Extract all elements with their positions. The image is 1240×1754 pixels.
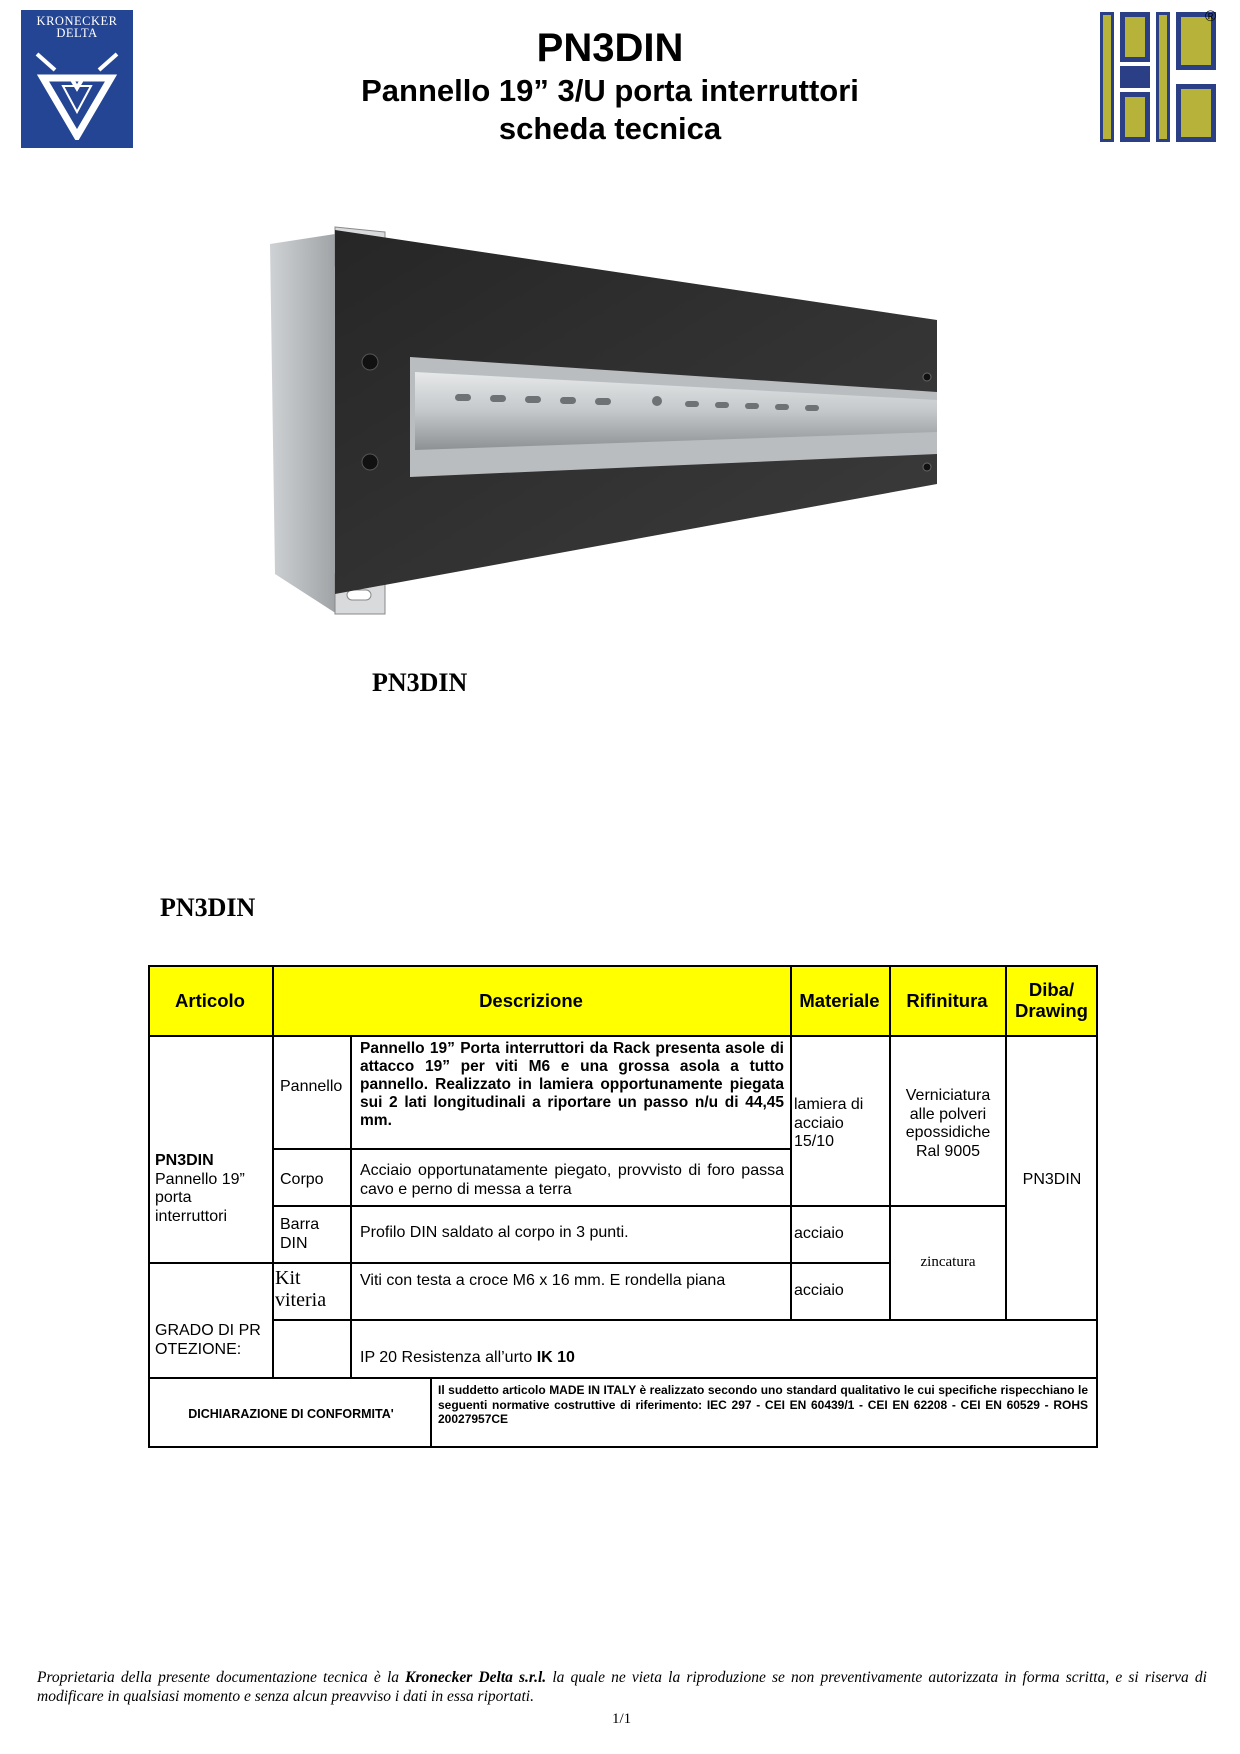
header-diba-line2: Drawing	[1015, 1000, 1088, 1021]
header-diba-drawing	[1005, 965, 1098, 1035]
description-kit-viteria: Viti con testa a croce M6 x 16 mm. E rondella piana	[360, 1272, 726, 1289]
protection-label: GRADO DI PROTEZIONE:	[155, 1322, 261, 1358]
col-rule-conformita	[430, 1377, 432, 1447]
rule-rifinitura	[889, 1205, 1005, 1207]
description-pannello: Pannello 19” Porta interruttori da Rack presenta asole di attacco 19” per viti M6 e una grossa asola a tutto pannello. Realizzato in lamiera opportunamente piegata sui 2 lati longitudinali a riportare un passo n/u di 44,45 mm.	[360, 1040, 784, 1129]
col-rule-label	[350, 1035, 352, 1377]
col-rule-articolo	[272, 965, 274, 1377]
rule-barra-kit	[148, 1262, 790, 1264]
header-materiale: Materiale	[790, 965, 889, 1035]
table-border-top	[148, 965, 1098, 967]
conformity-text: Il suddetto articolo MADE IN ITALY è realizzato secondo uno standard qualitativo le cui specifiche rispecchiano le seguenti normative costruttive di riferimento: IEC 297 - CEI EN 60439/1 - CEI EN 62208 - CEI EN 60529 - ROHS 20027957CE	[438, 1383, 1088, 1426]
page-number: 1/1	[612, 1711, 632, 1727]
finish-verniciatura: Verniciatura alle polveri epossidiche Ral 9005	[905, 1087, 991, 1160]
article-name	[155, 1152, 267, 1226]
delta-emblem-icon	[33, 48, 121, 140]
footer-note	[37, 1668, 1207, 1706]
protection-rating: IP 20 Resistenza all’urto	[360, 1349, 537, 1366]
header-diba-line1: Diba/	[1028, 979, 1075, 1000]
col-rule-materiale	[889, 965, 891, 1319]
section-title: PN3DIN	[160, 893, 256, 922]
rule-materiale-kit	[790, 1262, 889, 1264]
hk-brand-logo	[1098, 10, 1218, 144]
article-description: Pannello 19” porta interruttori	[155, 1170, 245, 1225]
page-subtitle: Pannello 19” 3/U porta interruttori	[361, 73, 859, 108]
article-code: PN3DIN	[155, 1152, 214, 1169]
col-rule-descrizione	[790, 965, 792, 1319]
description-corpo: Acciaio opportunatamente piegato, provvisto di foro passa cavo e perno di messa a terra	[360, 1162, 784, 1198]
spec-table	[148, 965, 1098, 1447]
finish-zincatura: zincatura	[920, 1254, 976, 1270]
table-border-bottom	[148, 1446, 1098, 1448]
table-border-right	[1096, 965, 1098, 1448]
footer-text-start: Proprietaria della presente documentazione tecnica è la	[37, 1669, 406, 1686]
title-block	[300, 24, 920, 148]
row-label-barra-din: Barra DIN	[280, 1216, 320, 1252]
registered-mark: ®	[1205, 8, 1217, 25]
col-rule-rifinitura	[1005, 965, 1007, 1319]
drawing-code: PN3DIN	[1022, 1171, 1082, 1188]
product-photo	[265, 222, 955, 617]
material-barra-din: acciaio	[794, 1225, 844, 1242]
kronecker-delta-logo	[21, 10, 133, 148]
image-caption: PN3DIN	[372, 668, 468, 697]
rule-corpo-barra	[272, 1205, 890, 1207]
row-label-kit-viteria: Kit viteria	[275, 1267, 327, 1311]
header-articolo: Articolo	[148, 965, 272, 1035]
page-title: PN3DIN	[536, 26, 684, 70]
material-kit-viteria: acciaio	[794, 1282, 844, 1299]
footer-text-end: la quale ne vieta la riproduzione se non preventivamente autorizzata in forma scritta, e si riserva di modificare in qualsiasi momento e senza alcun preavviso i dati in essa riportati.	[37, 1669, 1207, 1705]
conformity-label: DICHIARAZIONE DI CONFORMITA'	[188, 1407, 394, 1421]
impact-rating: IK 10	[536, 1349, 575, 1366]
table-border-left	[148, 965, 150, 1448]
rule-protezione-conformita	[148, 1377, 1098, 1379]
row-label-pannello: Pannello	[280, 1078, 343, 1095]
row-label-corpo: Corpo	[280, 1171, 324, 1188]
header-rifinitura: Rifinitura	[889, 965, 1005, 1035]
rule-kit-protezione	[272, 1319, 1098, 1321]
footer-company: Kronecker Delta s.r.l.	[405, 1669, 547, 1686]
material-lamiera: lamiera di acciaio 15/10	[794, 1096, 864, 1150]
logo-brand-text: KRONECKER DELTA	[36, 14, 118, 40]
header-bottom-rule	[148, 1035, 1098, 1037]
header-descrizione: Descrizione	[272, 965, 790, 1035]
page-subtitle-second-line: scheda tecnica	[498, 111, 722, 146]
protection-value	[360, 1349, 1060, 1368]
description-barra-din: Profilo DIN saldato al corpo in 3 punti.	[360, 1224, 629, 1241]
